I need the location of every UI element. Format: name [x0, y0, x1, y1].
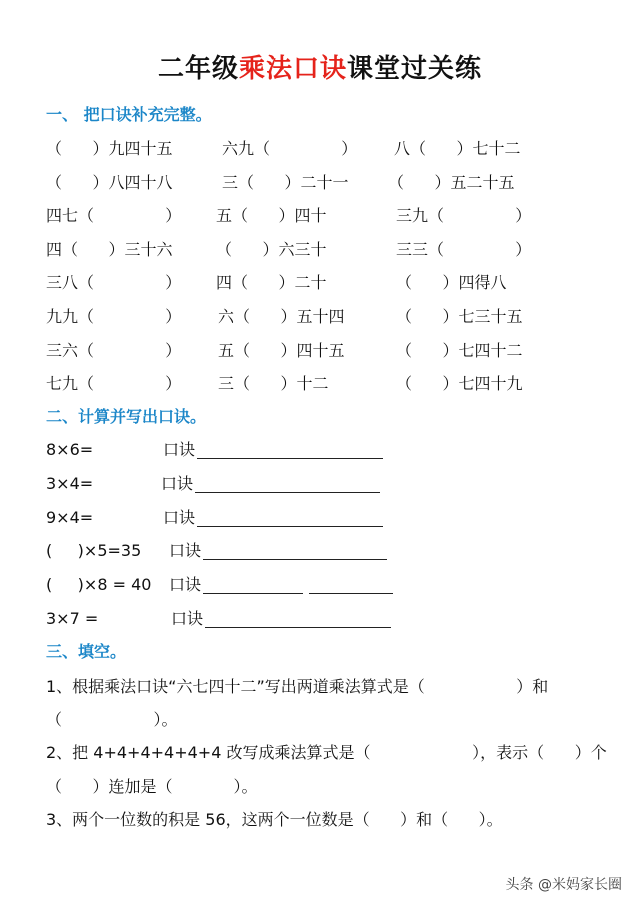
answer-line: [203, 593, 303, 594]
fill-item: （ ）四得八: [396, 273, 507, 292]
title-part2: 课堂过关练: [347, 54, 483, 84]
fill-item: （ ）八四十八: [46, 173, 173, 192]
fill-item: 三（ ）十二: [218, 374, 329, 393]
fill-item: （ ）七三十五: [396, 307, 523, 326]
fill-item: 八（ ）七十二: [394, 139, 521, 158]
fill-item: 六九（ ）: [222, 139, 358, 158]
koujue-label: 口诀: [169, 575, 202, 594]
question-3-line1: 3、两个一位数的积是 56，这两个一位数是（ ）和（ ）。: [46, 810, 503, 829]
title-part1: 二年级: [157, 54, 239, 84]
calc-expression: 8×6=: [46, 440, 94, 459]
fill-item: 三八（ ）: [46, 273, 182, 292]
fill-item: 三六（ ）: [46, 341, 182, 360]
watermark: 头条 @米妈家长圈: [505, 877, 622, 893]
fill-item: 三九（ ）: [396, 206, 532, 225]
question-2-line2: （ ）连加是（ ）。: [46, 777, 258, 796]
fill-item: 三（ ）二十一: [222, 173, 349, 192]
koujue-label: 口诀: [161, 474, 194, 493]
section3-heading: 三、填空。: [46, 642, 127, 661]
calc-expression: 3×4=: [46, 474, 94, 493]
fill-item: 五（ ）四十五: [218, 341, 345, 360]
fill-item: 九九（ ）: [46, 307, 182, 326]
koujue-label: 口诀: [163, 440, 196, 459]
fill-item: （ ）九四十五: [46, 139, 173, 158]
answer-line: [197, 526, 383, 527]
section1-heading: 一、 把口诀补充完整。: [46, 105, 212, 124]
calc-expression: ( )×5=35: [46, 541, 142, 560]
section2-heading: 二、计算并写出口诀。: [46, 407, 207, 426]
answer-line: [195, 492, 380, 493]
fill-item: 四七（ ）: [46, 206, 182, 225]
fill-item: 四（ ）二十: [216, 273, 327, 292]
calc-expression: 3×7 =: [46, 609, 99, 628]
fill-item: （ ）七四十二: [396, 341, 523, 360]
question-1-line2: （ ）。: [46, 710, 178, 729]
koujue-label: 口诀: [169, 541, 202, 560]
calc-expression: ( )×8 = 40: [46, 575, 152, 594]
answer-line: [203, 559, 387, 560]
fill-item: （ ）五二十五: [388, 173, 515, 192]
fill-item: 七九（ ）: [46, 374, 182, 393]
question-1-line1: 1、根据乘法口诀“六七四十二”写出两道乘法算式是（ ）和: [46, 677, 549, 696]
answer-line: [309, 593, 393, 594]
answer-line: [197, 458, 383, 459]
fill-item: 四（ ）三十六: [46, 240, 173, 259]
calc-expression: 9×4=: [46, 508, 94, 527]
page-title: [0, 52, 640, 86]
fill-item: （ ）七四十九: [396, 374, 523, 393]
fill-item: 三三（ ）: [396, 240, 532, 259]
question-2-line1: 2、把 4+4+4+4+4+4 改写成乘法算式是（ ），表示（ ）个: [46, 743, 607, 762]
fill-item: （ ）六三十: [216, 240, 327, 259]
fill-item: 六（ ）五十四: [218, 307, 345, 326]
title-highlight: 乘法口诀: [238, 54, 347, 84]
answer-line: [205, 627, 391, 628]
koujue-label: 口诀: [171, 609, 204, 628]
koujue-label: 口诀: [163, 508, 196, 527]
fill-item: 五（ ）四十: [216, 206, 327, 225]
